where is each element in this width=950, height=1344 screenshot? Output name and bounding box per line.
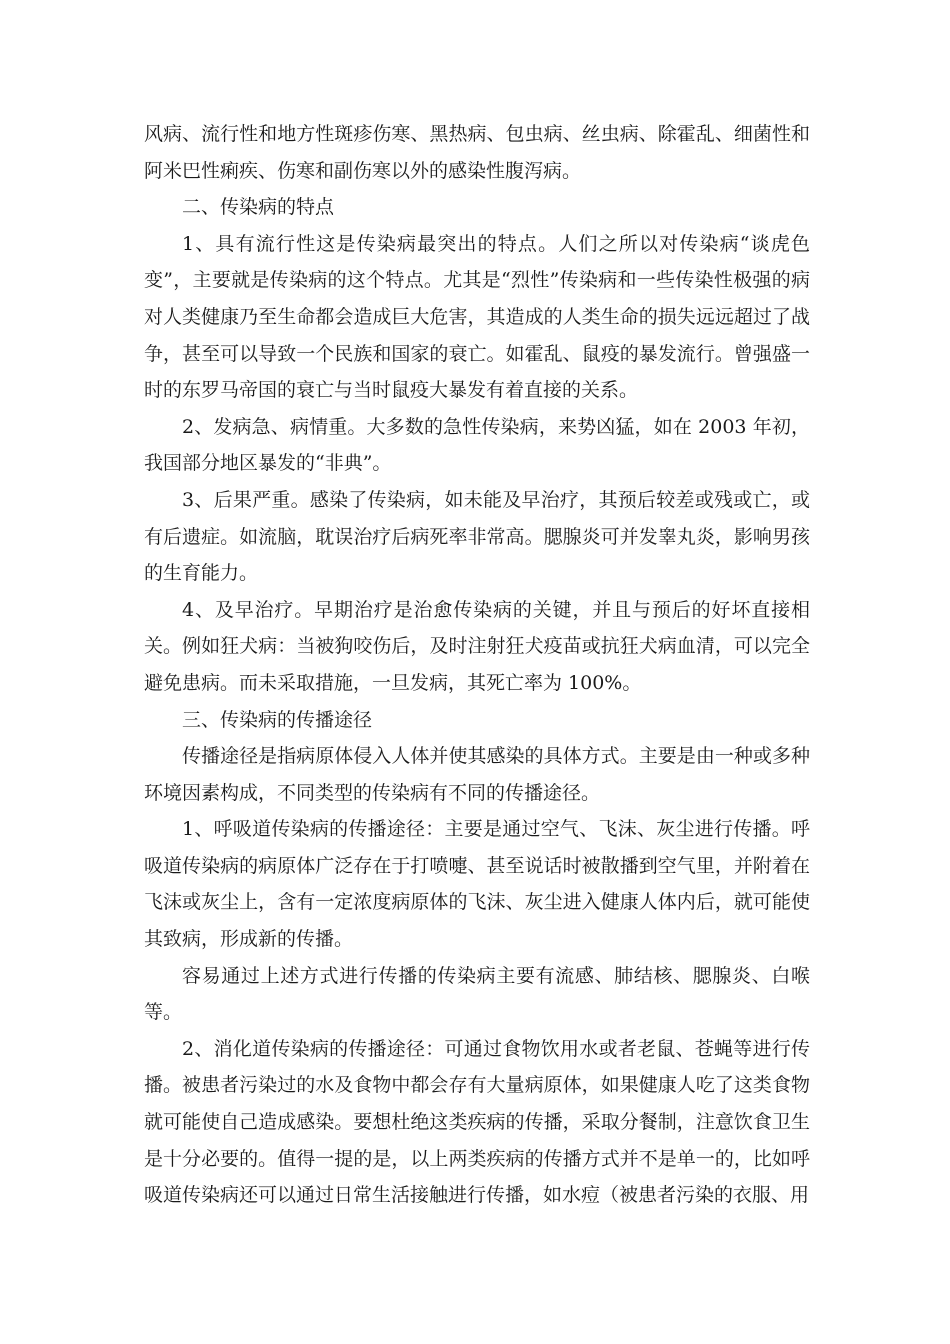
document-body	[144, 116, 810, 1214]
paragraph-transmission-definition: 传播途径是指病原体侵入人体并使其感染的具体方式。主要是由一种或多种环境因素构成，不同类型的传染病有不同的传播途径。	[144, 745, 810, 804]
paragraph-continuation: 风病、流行性和地方性斑疹伤寒、黑热病、包虫病、丝虫病、除霍乱、细菌性和阿米巴性痢疾、伤寒和副伤寒以外的感染性腹泻病。	[144, 123, 810, 182]
paragraph-digestive: 2、消化道传染病的传播途径：可通过食物饮用水或者老鼠、苍蝇等进行传播。被患者污染过的水及食物中都会存有大量病原体，如果健康人吃了这类食物就可能使自己造成感染。要想杜绝这类疾病的传播，采取分餐制，注意饮食卫生是十分必要的。值得一提的是，以上两类疾病的传播方式并不是单一的，比如呼吸道传染病还可以通过日常生活接触进行传播，如水痘（被患者污染的衣服、用	[144, 1037, 810, 1207]
paragraph-acute-onset: 2、发病急、病情重。大多数的急性传染病，来势凶猛，如在 2003 年初，我国部分地区暴发的“非典”。	[144, 415, 810, 475]
paragraph-epidemic: 1、具有流行性这是传染病最突出的特点。人们之所以对传染病“谈虎色变”，主要就是传染病的这个特点。尤其是“烈性”传染病和一些传染性极强的病对人类健康乃至生命都会造成巨大危害，其造成的人类生命的损失远远超过了战争，甚至可以导致一个民族和国家的衰亡。如霍乱、鼠疫的暴发流行。曾强盛一时的东罗马帝国的衰亡与当时鼠疫大暴发有着直接的关系。	[144, 232, 810, 402]
paragraph-severe-consequence: 3、后果严重。感染了传染病，如未能及早治疗，其预后较差或残或亡，或有后遗症。如流脑，耽误治疗后病死率非常高。腮腺炎可并发睾丸炎，影响男孩的生育能力。	[144, 488, 810, 585]
paragraph-early-treatment: 4、及早治疗。早期治疗是治愈传染病的关键，并且与预后的好坏直接相关。例如狂犬病：当被狗咬伤后，及时注射狂犬疫苗或抗狂犬病血清，可以完全避免患病。而未采取措施，一旦发病，其死亡率为 100%。	[144, 598, 810, 694]
section-heading-transmission: 三、传染病的传播途径	[182, 708, 373, 731]
section-heading-characteristics: 二、传染病的特点	[182, 196, 335, 219]
paragraph-respiratory: 1、呼吸道传染病的传播途径：主要是通过空气、飞沫、灰尘进行传播。呼吸道传染病的病原体广泛存在于打喷嚏、甚至说话时被散播到空气里，并附着在飞沫或灰尘上，含有一定浓度病原体的飞沫、灰尘进入健康人体内后，就可能使其致病，形成新的传播。	[144, 818, 810, 951]
paragraph-respiratory-examples: 容易通过上述方式进行传播的传染病主要有流感、肺结核、腮腺炎、白喉等。	[144, 964, 810, 1024]
